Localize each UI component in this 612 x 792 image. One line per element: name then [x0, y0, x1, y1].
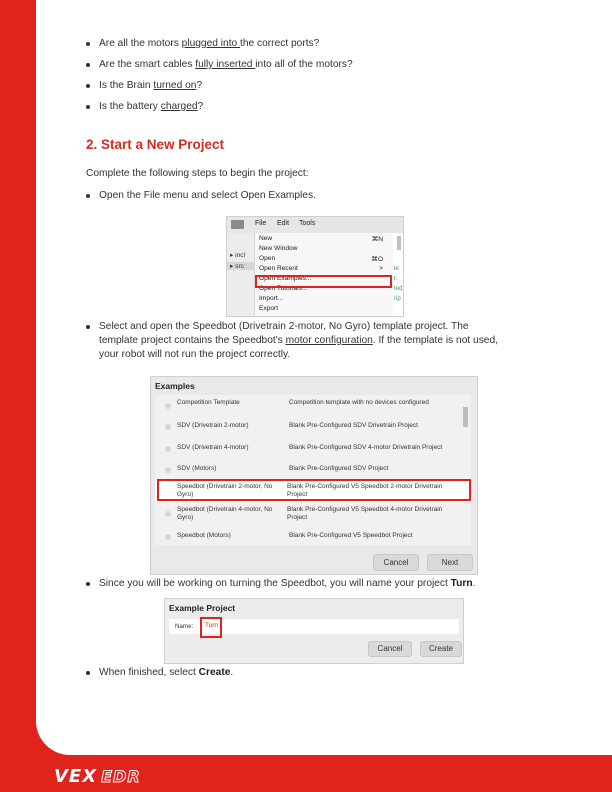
bullet-icon	[86, 63, 90, 67]
checklist-item	[86, 100, 203, 114]
next-button[interactable]: Next	[427, 554, 473, 571]
file-tree	[227, 233, 254, 316]
menu-item-new-window[interactable]: New Window	[259, 245, 298, 252]
step-text: When finished, select Create.	[99, 667, 234, 678]
example-icon	[165, 446, 171, 452]
checklist-item	[86, 37, 319, 51]
list-item[interactable]: SDV (Drivetrain 4-motor) Blank Pre-Configured SDV 4-motor Drivetrain Project	[155, 438, 471, 459]
bullet-icon	[86, 42, 90, 46]
code-fragment: le:	[394, 266, 401, 272]
scrollbar[interactable]	[463, 407, 468, 427]
list-item-selected[interactable]: Speedbot (Drivetrain 2-motor, No Gyro) Blank Pre-Configured V5 Speedbot 2-motor Drivetrain Project	[155, 481, 471, 502]
examples-list	[155, 395, 471, 545]
checklist-text: into all of the motors?	[255, 59, 353, 70]
intro-text: Complete the following steps to begin the project:	[86, 168, 309, 179]
dialog-title: Examples	[155, 381, 195, 391]
file-menu-screenshot	[226, 216, 404, 317]
highlight-speedbot-2-motor	[157, 479, 471, 501]
tree-item[interactable]: ▸ incl	[230, 252, 246, 259]
cancel-button[interactable]: Cancel	[373, 554, 419, 571]
menu-item-import[interactable]: Import...	[259, 295, 284, 302]
app-logo-icon	[231, 220, 244, 229]
name-label: Name:	[175, 623, 194, 630]
menu-item-open[interactable]: Open ⌘O	[259, 255, 383, 263]
example-icon	[165, 467, 171, 473]
menu-file[interactable]: File	[255, 220, 267, 227]
checklist-text: Are the smart cables	[99, 59, 196, 70]
list-item[interactable]: Competition Template Competition template with no devices configured	[155, 395, 471, 416]
step-item	[86, 320, 526, 362]
list-item[interactable]: SDV (Drivetrain 2-motor) Blank Pre-Configured SDV Drivetrain Project	[155, 416, 471, 437]
step-text: Since you will be working on turning the Speedbot, you will name your project Turn.	[99, 578, 476, 589]
dialog-title: Example Project	[169, 603, 236, 613]
list-item[interactable]: Speedbot (Motors) Blank Pre-Configured V5 Speedbot Project	[155, 526, 471, 547]
list-item[interactable]: SDV (Motors) Blank Pre-Configured SDV Project	[155, 459, 471, 480]
highlight-open-examples	[255, 275, 392, 288]
step-item	[86, 577, 475, 591]
section-title: 2. Start a New Project	[86, 137, 225, 152]
project-name-input[interactable]: Turn	[205, 622, 218, 629]
vex-edr-logo	[54, 766, 141, 787]
menu-item-open-examples[interactable]: Open Examples...	[259, 275, 312, 282]
bullet-icon	[86, 194, 90, 198]
bullet-icon	[86, 325, 90, 329]
checklist-text: Is the Brain	[99, 80, 154, 91]
menu-item-open-recent[interactable]: Open Recent >	[259, 265, 383, 272]
cancel-button[interactable]: Cancel	[368, 641, 412, 657]
menu-item-export[interactable]: Export	[259, 305, 279, 312]
highlight-name-input	[200, 617, 222, 638]
vocab-link[interactable]: plugged into	[181, 38, 241, 49]
code-fragment: rip	[394, 296, 401, 302]
logo-edr-text: EDR	[101, 767, 141, 786]
step-item	[86, 666, 233, 680]
examples-dialog-screenshot	[150, 376, 478, 575]
bullet-icon	[86, 671, 90, 675]
bullet-icon	[86, 84, 90, 88]
list-item[interactable]: Speedbot (Drivetrain 4-motor, No Gyro) Blank Pre-Configured V5 Speedbot 4-motor Drivetrain Project	[155, 503, 471, 524]
checklist-text: Are all the motors	[99, 38, 182, 49]
code-fragment: ted	[394, 286, 403, 292]
checklist-text: the correct ports?	[240, 38, 320, 49]
checklist-item	[86, 58, 353, 72]
menu-item-open-tutorials[interactable]: Open Tutorials...	[259, 285, 308, 292]
example-icon	[165, 511, 171, 517]
logo-vex-text: VEX	[54, 766, 98, 787]
bullet-icon	[86, 582, 90, 586]
step-item	[86, 189, 316, 203]
code-fragment: r:	[394, 276, 398, 282]
menu-tools[interactable]: Tools	[299, 220, 316, 227]
checklist-text: ?	[196, 80, 203, 91]
tree-item[interactable]: ▸ src	[227, 262, 254, 270]
example-icon	[165, 534, 171, 540]
vocab-link[interactable]: turned on	[153, 80, 197, 91]
bullet-icon	[86, 105, 90, 109]
example-icon	[165, 424, 171, 430]
menu-item-new[interactable]: New ⌘N	[259, 235, 383, 243]
example-icon	[165, 403, 171, 409]
menu-bar	[227, 217, 403, 234]
checklist-text: Is the battery	[99, 101, 161, 112]
menu-edit[interactable]: Edit	[277, 220, 290, 227]
create-button[interactable]: Create	[420, 641, 462, 657]
vocab-link[interactable]: fully inserted	[195, 59, 256, 70]
step-text: Select and open the Speedbot (Drivetrain 2-motor, No Gyro) template project. The template project contains the Speedbot's motor configuration. If the template is not used, your robot will not run the project correctly.	[99, 321, 498, 360]
vocab-link[interactable]: motor configuration	[285, 335, 373, 346]
vocab-link[interactable]: charged	[160, 101, 198, 112]
step-text: Open the File menu and select Open Examples.	[99, 190, 316, 201]
checklist-text: ?	[197, 101, 204, 112]
example-project-dialog-screenshot	[164, 598, 464, 664]
scrollbar[interactable]	[397, 236, 401, 250]
checklist-item	[86, 79, 202, 93]
